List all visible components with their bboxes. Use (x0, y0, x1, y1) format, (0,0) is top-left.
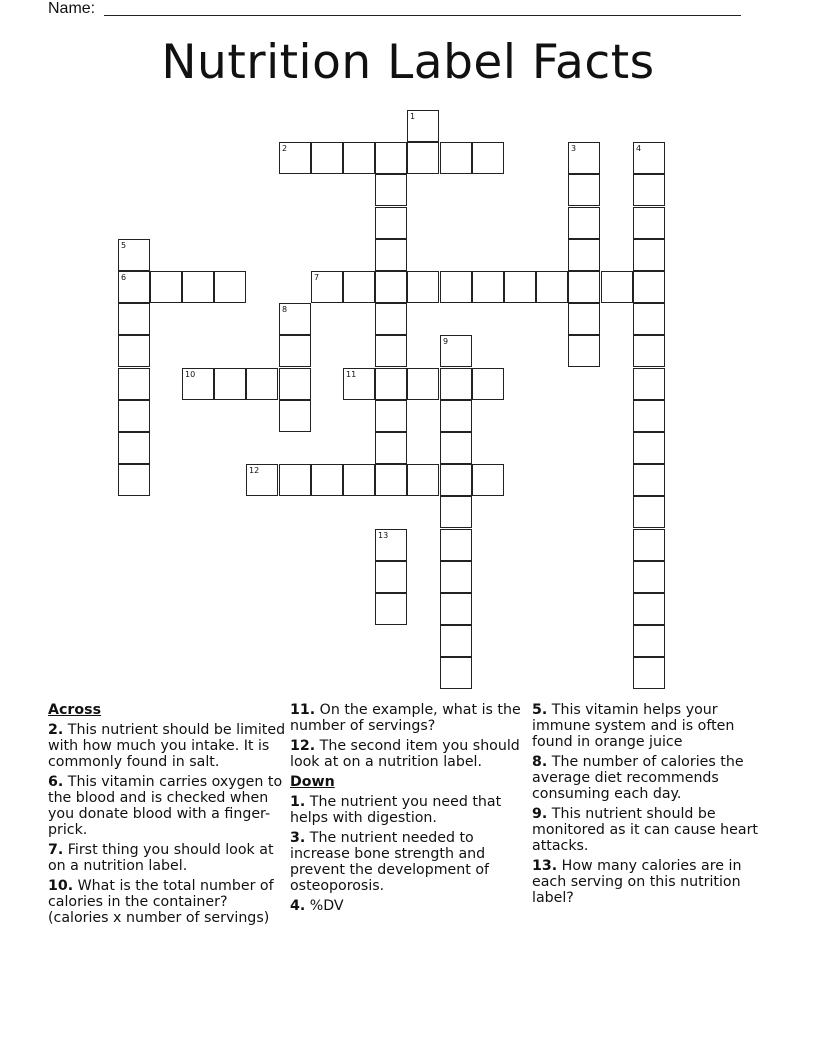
grid-cell[interactable] (633, 335, 665, 367)
name-label: Name: (48, 0, 96, 17)
grid-cell[interactable] (440, 271, 472, 303)
grid-cell[interactable] (633, 368, 665, 400)
grid-cell[interactable] (568, 239, 600, 271)
grid-cell[interactable] (118, 464, 150, 496)
cell-number: 4 (636, 144, 642, 153)
grid-cell[interactable] (246, 464, 278, 496)
grid-cell[interactable] (246, 368, 278, 400)
clue-across-7 (48, 842, 288, 874)
grid-cell[interactable] (633, 400, 665, 432)
clue-text: The number of calories the average diet recommends consuming each day. (532, 754, 744, 802)
grid-cell[interactable] (118, 271, 150, 303)
grid-cell[interactable] (375, 561, 407, 593)
grid-cell[interactable] (214, 368, 246, 400)
grid-cell[interactable] (440, 496, 472, 528)
grid-cell[interactable] (633, 657, 665, 689)
grid-cell[interactable] (407, 368, 439, 400)
grid-cell[interactable] (375, 464, 407, 496)
grid-cell[interactable] (504, 271, 536, 303)
cell-number: 5 (121, 241, 127, 250)
grid-cell[interactable] (279, 400, 311, 432)
clue-number: 8. (532, 754, 548, 770)
cell-number: 12 (249, 466, 260, 475)
clues-column-2 (290, 702, 522, 918)
grid-cell[interactable] (375, 271, 407, 303)
grid-cell[interactable] (375, 593, 407, 625)
clue-number: 5. (532, 702, 548, 718)
grid-cell[interactable] (472, 464, 504, 496)
grid-cell[interactable] (601, 271, 633, 303)
grid-cell[interactable] (407, 464, 439, 496)
grid-cell[interactable] (343, 464, 375, 496)
clue-number: 1. (290, 794, 306, 810)
grid-cell[interactable] (375, 432, 407, 464)
grid-cell[interactable] (633, 625, 665, 657)
clue-text: %DV (309, 898, 344, 914)
grid-cell[interactable] (568, 335, 600, 367)
grid-cell[interactable] (150, 271, 182, 303)
cell-number: 9 (443, 337, 449, 346)
grid-cell[interactable] (118, 239, 150, 271)
grid-cell[interactable] (343, 368, 375, 400)
down-heading: Down (290, 774, 335, 790)
grid-cell[interactable] (440, 529, 472, 561)
cell-number: 7 (314, 273, 320, 282)
grid-cell[interactable] (472, 142, 504, 174)
grid-cell[interactable] (440, 593, 472, 625)
clue-number: 10. (48, 878, 74, 894)
clue-text: The second item you should look at on a nutrition label. (290, 738, 520, 770)
clue-text: How many calories are in each serving on this nutrition label? (532, 858, 742, 906)
clue-number: 2. (48, 722, 64, 738)
clue-number: 7. (48, 842, 64, 858)
grid-cell[interactable] (279, 142, 311, 174)
grid-cell[interactable] (279, 368, 311, 400)
grid-cell[interactable] (311, 464, 343, 496)
grid-cell[interactable] (182, 368, 214, 400)
grid-cell[interactable] (440, 142, 472, 174)
grid-cell[interactable] (568, 271, 600, 303)
grid-cell[interactable] (279, 303, 311, 335)
grid-cell[interactable] (633, 432, 665, 464)
grid-cell[interactable] (375, 400, 407, 432)
grid-cell[interactable] (343, 142, 375, 174)
clue-number: 12. (290, 738, 316, 754)
clues-column-1 (48, 702, 288, 930)
page-title: Nutrition Label Facts (161, 35, 655, 90)
grid-cell[interactable] (311, 271, 343, 303)
grid-cell[interactable] (440, 561, 472, 593)
grid-cell[interactable] (633, 303, 665, 335)
cell-number: 11 (346, 370, 357, 379)
grid-cell[interactable] (375, 335, 407, 367)
grid-cell[interactable] (279, 335, 311, 367)
grid-cell[interactable] (440, 400, 472, 432)
grid-cell[interactable] (440, 464, 472, 496)
clue-down-5 (532, 702, 768, 750)
cell-number: 10 (185, 370, 196, 379)
clue-text: The nutrient you need that helps with digestion. (290, 794, 502, 826)
clues-column-3 (532, 702, 768, 910)
grid-cell[interactable] (375, 207, 407, 239)
grid-cell[interactable] (633, 496, 665, 528)
grid-cell[interactable] (311, 142, 343, 174)
clue-text: This vitamin helps your immune system and is often found in orange juice (532, 702, 735, 750)
across-heading: Across (48, 702, 102, 718)
clue-number: 6. (48, 774, 64, 790)
grid-cell[interactable] (343, 271, 375, 303)
clue-text: First thing you should look at on a nutrition label. (48, 842, 274, 874)
cell-number: 8 (282, 305, 288, 314)
grid-cell[interactable] (633, 174, 665, 206)
grid-cell[interactable] (118, 335, 150, 367)
grid-cell[interactable] (407, 271, 439, 303)
grid-cell[interactable] (440, 368, 472, 400)
grid-cell[interactable] (407, 110, 439, 142)
clue-across-2 (48, 722, 288, 770)
grid-cell[interactable] (375, 239, 407, 271)
clue-across-6 (48, 774, 288, 838)
clue-text: This nutrient should be limited with how much you intake. It is commonly found in salt. (48, 722, 286, 770)
clue-across-12 (290, 738, 522, 770)
grid-cell[interactable] (440, 335, 472, 367)
grid-cell[interactable] (633, 271, 665, 303)
grid-cell[interactable] (375, 529, 407, 561)
grid-cell[interactable] (568, 207, 600, 239)
grid-cell[interactable] (568, 303, 600, 335)
cell-number: 3 (571, 144, 577, 153)
clue-down-3 (290, 830, 522, 894)
grid-cell[interactable] (375, 174, 407, 206)
clue-down-4 (290, 898, 522, 914)
clue-text: This nutrient should be monitored as it can cause heart attacks. (532, 806, 758, 854)
grid-cell[interactable] (633, 207, 665, 239)
grid-cell[interactable] (472, 368, 504, 400)
cell-number: 13 (378, 531, 389, 540)
clue-across-10 (48, 878, 288, 926)
clue-down-9 (532, 806, 768, 854)
clue-number: 9. (532, 806, 548, 822)
grid-cell[interactable] (118, 432, 150, 464)
grid-cell[interactable] (568, 142, 600, 174)
cell-number: 1 (410, 112, 416, 121)
grid-cell[interactable] (440, 432, 472, 464)
clue-text: This vitamin carries oxygen to the blood and is checked when you donate blood with a finger-prick. (48, 774, 283, 838)
clue-number: 3. (290, 830, 306, 846)
grid-cell[interactable] (214, 271, 246, 303)
grid-cell[interactable] (407, 142, 439, 174)
grid-cell[interactable] (118, 400, 150, 432)
grid-cell[interactable] (472, 271, 504, 303)
cell-number: 6 (121, 273, 127, 282)
clue-down-1 (290, 794, 522, 826)
grid-cell[interactable] (633, 239, 665, 271)
grid-cell[interactable] (279, 464, 311, 496)
grid-cell[interactable] (633, 561, 665, 593)
grid-cell[interactable] (440, 657, 472, 689)
clue-number: 13. (532, 858, 558, 874)
grid-cell[interactable] (118, 303, 150, 335)
clue-across-11 (290, 702, 522, 734)
grid-cell[interactable] (375, 368, 407, 400)
grid-cell[interactable] (633, 464, 665, 496)
grid-cell[interactable] (633, 529, 665, 561)
grid-cell[interactable] (375, 142, 407, 174)
grid-cell[interactable] (633, 142, 665, 174)
grid-cell[interactable] (118, 368, 150, 400)
clue-text: On the example, what is the number of servings? (290, 702, 521, 734)
grid-cell[interactable] (182, 271, 214, 303)
clue-text: What is the total number of calories in the container? (calories x number of servings) (48, 878, 274, 926)
clue-number: 11. (290, 702, 316, 718)
clue-down-13 (532, 858, 768, 906)
grid-cell[interactable] (375, 303, 407, 335)
clue-number: 4. (290, 898, 306, 914)
clue-text: The nutrient needed to increase bone strength and prevent the development of osteoporosis. (290, 830, 490, 894)
grid-cell[interactable] (440, 625, 472, 657)
clue-down-8 (532, 754, 768, 802)
grid-cell[interactable] (633, 593, 665, 625)
grid-cell[interactable] (536, 271, 568, 303)
cell-number: 2 (282, 144, 288, 153)
grid-cell[interactable] (568, 174, 600, 206)
